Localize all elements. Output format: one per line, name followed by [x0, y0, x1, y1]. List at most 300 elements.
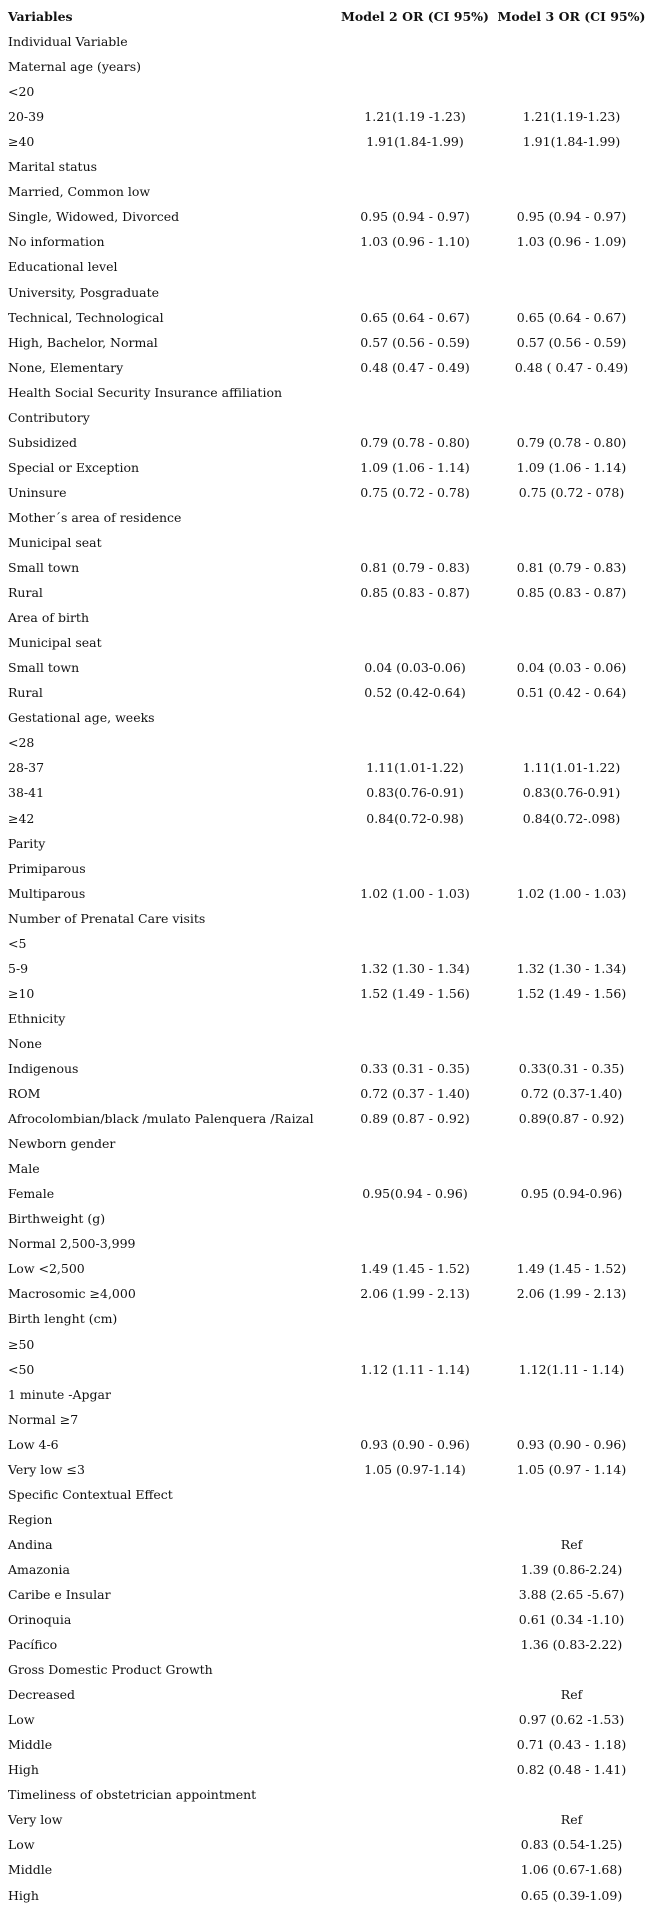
model-3-cell: 0.75 (0.72 - 078) [518, 484, 625, 500]
model-2-cell [340, 1782, 490, 1807]
model-3-cell [490, 1131, 653, 1156]
model-2-cell [340, 254, 490, 279]
model-2-cell: 1.09 (1.06 - 1.14) [360, 459, 470, 475]
table-row [0, 129, 653, 154]
model-2-cell [340, 1156, 490, 1181]
variable-cell: No information [8, 234, 105, 250]
model-2-cell [340, 405, 490, 430]
variable-cell: Caribe e Insular [8, 1586, 111, 1602]
model-2-cell [340, 1482, 490, 1507]
table-row [0, 655, 653, 680]
table-row [0, 856, 653, 881]
table-row [0, 1357, 653, 1382]
variable-cell: High [8, 1762, 39, 1778]
variable-cell: Contributory [8, 409, 90, 425]
table-row [0, 555, 653, 580]
table-row [0, 154, 653, 179]
model-2-cell [340, 730, 490, 755]
model-2-cell [340, 1131, 490, 1156]
model-2-cell: 0.72 (0.37 - 1.40) [360, 1086, 470, 1102]
model-3-cell: 0.79 (0.78 - 0.80) [516, 434, 627, 450]
model-3-cell [490, 1657, 653, 1682]
model-2-cell: 0.95 (0.94 - 0.97) [360, 209, 470, 225]
table-row [0, 630, 653, 655]
variable-cell: Parity [8, 835, 46, 851]
table-row [0, 1707, 653, 1732]
model-3-cell: 0.71 (0.43 - 1.18) [516, 1737, 627, 1753]
model-3-cell [490, 605, 653, 630]
variable-cell: University, Posgraduate [8, 284, 160, 300]
variable-cell: 28-37 [8, 760, 45, 776]
model-2-cell: 0.57 (0.56 - 0.59) [360, 334, 470, 350]
model-3-cell [490, 906, 653, 931]
variable-cell: Newborn gender [8, 1136, 116, 1152]
model-3-cell: Ref [560, 1536, 583, 1552]
model-3-cell: 0.84(0.72-.098) [522, 810, 621, 826]
table-row [0, 1156, 653, 1181]
variable-cell: Low [8, 1837, 35, 1853]
model-2-cell [340, 856, 490, 881]
variable-cell: Maternal age (years) [8, 59, 142, 75]
table-row [0, 1081, 653, 1106]
model-3-cell: 0.65 (0.39-1.09) [520, 1887, 623, 1903]
model-3-cell: 0.33(0.31 - 0.35) [518, 1060, 625, 1076]
model-3-cell [490, 1231, 653, 1256]
table-row [0, 1857, 653, 1882]
table-row [0, 1607, 653, 1632]
model-2-cell [340, 154, 490, 179]
variable-cell: Gross Domestic Product Growth [8, 1662, 213, 1678]
model-2-cell [340, 906, 490, 931]
table-row [0, 1883, 653, 1908]
model-3-cell: Ref [560, 1687, 583, 1703]
model-2-cell: 0.52 (0.42-0.64) [364, 685, 466, 701]
model-3-cell [490, 505, 653, 530]
table-row [0, 730, 653, 755]
table-row [0, 1532, 653, 1557]
table-row [0, 530, 653, 555]
variable-cell: Normal ≥7 [8, 1411, 79, 1427]
model-2-cell [340, 1206, 490, 1231]
model-3-cell [490, 280, 653, 305]
variable-cell: Technical, Technological [8, 309, 164, 325]
variable-cell: Very low ≤3 [8, 1461, 85, 1477]
variable-cell: Rural [8, 585, 43, 601]
variable-cell: Male [8, 1161, 40, 1177]
variable-cell: Area of birth [8, 610, 89, 626]
model-2-cell: 0.85 (0.83 - 0.87) [360, 585, 470, 601]
model-3-cell: 0.93 (0.90 - 0.96) [516, 1436, 627, 1452]
variable-cell: Gestational age, weeks [8, 710, 155, 726]
table-row [0, 104, 653, 129]
model-3-cell [490, 1507, 653, 1532]
model-2-cell [340, 630, 490, 655]
table-row [0, 1206, 653, 1231]
table-row [0, 330, 653, 355]
model-3-cell [490, 630, 653, 655]
variable-cell: Amazonia [8, 1561, 70, 1577]
model-3-cell [490, 1031, 653, 1056]
variable-cell: ≥42 [8, 810, 35, 826]
model-3-cell: 1.11(1.01-1.22) [522, 760, 621, 776]
model-2-cell [340, 1507, 490, 1532]
table-row [0, 981, 653, 1006]
model-3-cell: 1.06 (0.67-1.68) [520, 1862, 623, 1878]
variable-cell: Individual Variable [8, 34, 128, 50]
model-3-cell: 1.36 (0.83-2.22) [520, 1637, 623, 1653]
model-3-cell: 1.52 (1.49 - 1.56) [516, 985, 627, 1001]
model-3-cell [490, 931, 653, 956]
model-2-cell: 0.33 (0.31 - 0.35) [360, 1060, 470, 1076]
table-row [0, 480, 653, 505]
model-3-cell: 1.91(1.84-1.99) [522, 134, 621, 150]
model-2-cell: 1.03 (0.96 - 1.10) [360, 234, 470, 250]
variable-cell: 38-41 [8, 785, 45, 801]
table-row [0, 780, 653, 805]
model-3-cell [490, 1407, 653, 1432]
model-3-cell: 0.83 (0.54-1.25) [520, 1837, 623, 1853]
table-row [0, 680, 653, 705]
variable-cell: Low 4-6 [8, 1436, 59, 1452]
table-row [0, 430, 653, 455]
model-2-cell [340, 1807, 490, 1832]
table-row [0, 1331, 653, 1356]
variable-cell: Mother´s area of residence [8, 509, 182, 525]
table-row [0, 1632, 653, 1657]
model-2-cell: 0.84(0.72-0.98) [366, 810, 464, 826]
model-3-cell: Ref [560, 1812, 583, 1828]
model-3-cell [490, 1206, 653, 1231]
variable-cell: ≥10 [8, 985, 35, 1001]
model-3-cell [490, 1382, 653, 1407]
model-3-cell: 2.06 (1.99 - 2.13) [516, 1286, 627, 1302]
model-2-cell [340, 1682, 490, 1707]
table-row [0, 1557, 653, 1582]
model-2-cell [340, 29, 490, 54]
model-2-cell: 0.04 (0.03-0.06) [364, 660, 466, 676]
odds-ratio-table [0, 4, 653, 1908]
model-2-cell [340, 380, 490, 405]
table-row [0, 1106, 653, 1131]
variable-cell: Very low [8, 1812, 63, 1828]
variable-cell: Middle [8, 1862, 53, 1878]
variable-cell: Low <2,500 [8, 1261, 85, 1277]
table-row [0, 1732, 653, 1757]
model-3-cell [490, 1782, 653, 1807]
variable-cell: <5 [8, 935, 27, 951]
variable-cell: Birthweight (g) [8, 1211, 106, 1227]
table-row [0, 956, 653, 981]
model-3-cell [490, 730, 653, 755]
table-row [0, 1006, 653, 1031]
table-row [0, 1031, 653, 1056]
model-2-cell [340, 1757, 490, 1782]
table-header [0, 4, 653, 29]
model-2-cell [340, 1557, 490, 1582]
table-row [0, 1757, 653, 1782]
model-2-cell [340, 280, 490, 305]
model-2-cell [340, 1382, 490, 1407]
model-2-cell: 1.02 (1.00 - 1.03) [360, 885, 470, 901]
header-model-2: Model 2 OR (CI 95%) [341, 9, 489, 25]
model-2-cell [340, 1331, 490, 1356]
variable-cell: Female [8, 1186, 55, 1202]
variable-cell: <28 [8, 735, 35, 751]
table-row [0, 204, 653, 229]
variable-cell: None [8, 1035, 42, 1051]
variable-cell: Uninsure [8, 484, 67, 500]
model-3-cell: 3.88 (2.65 -5.67) [518, 1586, 625, 1602]
variable-cell: Ethnicity [8, 1010, 66, 1026]
variable-cell: Normal 2,500-3,999 [8, 1236, 136, 1252]
table-row [0, 1657, 653, 1682]
model-2-cell: 0.83(0.76-0.91) [366, 785, 464, 801]
variable-cell: Birth lenght (cm) [8, 1311, 118, 1327]
model-2-cell: 0.81 (0.79 - 0.83) [360, 560, 470, 576]
variable-cell: Health Social Security Insurance affiliation [8, 384, 283, 400]
model-3-cell: 0.85 (0.83 - 0.87) [516, 585, 627, 601]
model-2-cell [340, 1582, 490, 1607]
model-3-cell [490, 179, 653, 204]
variable-cell: Small town [8, 560, 80, 576]
model-2-cell [340, 931, 490, 956]
variable-cell: Andina [8, 1536, 53, 1552]
variable-cell: Middle [8, 1737, 53, 1753]
table-row [0, 806, 653, 831]
table-row [0, 1181, 653, 1206]
model-2-cell [340, 1031, 490, 1056]
table-row [0, 1482, 653, 1507]
model-3-cell [490, 530, 653, 555]
model-3-cell [490, 254, 653, 279]
variable-cell: 1 minute -Apgar [8, 1386, 111, 1402]
table-row [0, 380, 653, 405]
variable-cell: 5-9 [8, 960, 29, 976]
model-2-cell: 0.93 (0.90 - 0.96) [360, 1436, 470, 1452]
table-row [0, 705, 653, 730]
variable-cell: Indigenous [8, 1060, 79, 1076]
model-3-cell: 0.83(0.76-0.91) [522, 785, 621, 801]
variable-cell: ≥50 [8, 1336, 35, 1352]
model-2-cell: 0.75 (0.72 - 0.78) [360, 484, 470, 500]
variable-cell: High [8, 1887, 39, 1903]
table-row [0, 1582, 653, 1607]
table-row [0, 355, 653, 380]
model-3-cell [490, 1331, 653, 1356]
table-row [0, 1407, 653, 1432]
model-3-cell [490, 1482, 653, 1507]
table-row [0, 906, 653, 931]
model-2-cell [340, 1532, 490, 1557]
variable-cell: Macrosomic ≥4,000 [8, 1286, 136, 1302]
variable-cell: High, Bachelor, Normal [8, 334, 158, 350]
model-3-cell: 0.48 ( 0.47 - 0.49) [514, 359, 629, 375]
variable-cell: Educational level [8, 259, 118, 275]
model-3-cell: 0.04 (0.03 - 0.06) [516, 660, 627, 676]
table-row [0, 580, 653, 605]
variable-cell: Low [8, 1712, 35, 1728]
model-2-cell: 0.89 (0.87 - 0.92) [360, 1111, 470, 1127]
variable-cell: Marital status [8, 159, 98, 175]
model-3-cell: 1.49 (1.45 - 1.52) [516, 1261, 627, 1277]
model-2-cell: 0.48 (0.47 - 0.49) [360, 359, 470, 375]
model-3-cell [490, 54, 653, 79]
model-3-cell: 1.21(1.19-1.23) [522, 109, 621, 125]
model-2-cell [340, 605, 490, 630]
table-row [0, 1281, 653, 1306]
model-2-cell [340, 1883, 490, 1908]
model-3-cell [490, 79, 653, 104]
model-3-cell: 1.03 (0.96 - 1.09) [516, 234, 627, 250]
model-3-cell [490, 405, 653, 430]
model-3-cell [490, 705, 653, 730]
model-2-cell [340, 54, 490, 79]
variable-cell: Small town [8, 660, 80, 676]
model-3-cell: 1.05 (0.97 - 1.14) [516, 1461, 627, 1477]
variable-cell: Municipal seat [8, 635, 102, 651]
model-2-cell: 1.32 (1.30 - 1.34) [360, 960, 470, 976]
table-row [0, 831, 653, 856]
model-2-cell: 1.21(1.19 -1.23) [364, 109, 466, 125]
variable-cell: Municipal seat [8, 535, 102, 550]
table-row [0, 455, 653, 480]
model-2-cell [340, 530, 490, 555]
model-3-cell: 0.81 (0.79 - 0.83) [516, 560, 627, 576]
model-3-cell: 1.12(1.11 - 1.14) [518, 1361, 625, 1377]
model-2-cell [340, 831, 490, 856]
table-row [0, 931, 653, 956]
table-row [0, 1832, 653, 1857]
model-2-cell: 0.79 (0.78 - 0.80) [360, 434, 470, 450]
variable-cell: Number of Prenatal Care visits [8, 910, 206, 926]
model-2-cell [340, 1632, 490, 1657]
variable-cell: Region [8, 1511, 53, 1527]
variable-cell: Single, Widowed, Divorced [8, 209, 180, 225]
model-2-cell [340, 1231, 490, 1256]
model-3-cell: 0.51 (0.42 - 0.64) [516, 685, 627, 701]
model-2-cell [340, 1707, 490, 1732]
model-2-cell [340, 1857, 490, 1882]
table-row [0, 605, 653, 630]
variable-cell: Married, Common low [8, 184, 151, 200]
table-row [0, 1507, 653, 1532]
variable-cell: 20-39 [8, 109, 45, 125]
model-2-cell: 1.11(1.01-1.22) [366, 760, 464, 776]
table-row [0, 505, 653, 530]
table-row [0, 755, 653, 780]
model-3-cell: 0.57 (0.56 - 0.59) [516, 334, 627, 350]
model-2-cell [340, 1607, 490, 1632]
table-row [0, 179, 653, 204]
model-3-cell [490, 29, 653, 54]
model-2-cell: 0.65 (0.64 - 0.67) [360, 309, 470, 325]
variable-cell: Multiparous [8, 885, 86, 901]
model-3-cell: 0.65 (0.64 - 0.67) [516, 309, 627, 325]
table-body [0, 29, 653, 1908]
model-3-cell: 0.89(0.87 - 0.92) [518, 1111, 625, 1127]
variable-cell: Decreased [8, 1687, 76, 1703]
table-row [0, 1131, 653, 1156]
variable-cell: None, Elementary [8, 359, 124, 375]
model-2-cell: 0.95(0.94 - 0.96) [362, 1186, 468, 1202]
header-model-3: Model 3 OR (CI 95%) [497, 9, 646, 25]
table-row [0, 280, 653, 305]
model-3-cell: 1.09 (1.06 - 1.14) [516, 459, 627, 475]
model-3-cell [490, 1156, 653, 1181]
table-row [0, 881, 653, 906]
model-2-cell [340, 79, 490, 104]
model-3-cell: 1.39 (0.86-2.24) [520, 1561, 623, 1577]
table-row [0, 79, 653, 104]
variable-cell: Subsidized [8, 434, 78, 450]
variable-cell: Rural [8, 685, 43, 701]
model-2-cell: 1.49 (1.45 - 1.52) [360, 1261, 470, 1277]
table-row [0, 1382, 653, 1407]
variable-cell: Specific Contextual Effect [8, 1486, 173, 1502]
variable-cell: ROM [8, 1086, 41, 1102]
model-2-cell [340, 1832, 490, 1857]
variable-cell: Orinoquia [8, 1612, 72, 1628]
model-2-cell [340, 1306, 490, 1331]
variable-cell: Afrocolombian/black /mulato Palenquera /Raizal [8, 1111, 314, 1127]
model-3-cell [490, 856, 653, 881]
model-3-cell [490, 1006, 653, 1031]
header-row [0, 4, 653, 29]
model-3-cell: 0.95 (0.94 - 0.97) [516, 209, 627, 225]
model-3-cell [490, 380, 653, 405]
header-variables: Variables [8, 9, 73, 25]
table-row [0, 1682, 653, 1707]
model-2-cell [340, 1407, 490, 1432]
variable-cell: Pacífico [8, 1637, 58, 1653]
table-row [0, 1782, 653, 1807]
model-3-cell: 0.61 (0.34 -1.10) [518, 1612, 625, 1628]
variable-cell: <50 [8, 1361, 35, 1377]
table-row [0, 1056, 653, 1081]
variable-cell: <20 [8, 84, 35, 100]
table-row [0, 1231, 653, 1256]
model-3-cell [490, 1306, 653, 1331]
variable-cell: ≥40 [8, 134, 35, 150]
table-row [0, 1432, 653, 1457]
model-3-cell: 0.72 (0.37-1.40) [520, 1086, 623, 1102]
table-row [0, 305, 653, 330]
model-3-cell: 0.95 (0.94-0.96) [520, 1186, 623, 1202]
model-3-cell: 1.02 (1.00 - 1.03) [516, 885, 627, 901]
table-row [0, 405, 653, 430]
table-row [0, 1807, 653, 1832]
table-row [0, 254, 653, 279]
table-row [0, 1256, 653, 1281]
table-row [0, 29, 653, 54]
variable-cell: Primiparous [8, 860, 86, 876]
model-2-cell: 2.06 (1.99 - 2.13) [360, 1286, 470, 1302]
variable-cell: Special or Exception [8, 459, 140, 475]
model-3-cell [490, 154, 653, 179]
model-2-cell [340, 505, 490, 530]
variable-cell: Timeliness of obstetrician appointment [8, 1787, 257, 1803]
model-2-cell: 1.05 (0.97-1.14) [364, 1461, 466, 1477]
model-2-cell: 1.52 (1.49 - 1.56) [360, 985, 470, 1001]
table-row [0, 54, 653, 79]
model-2-cell [340, 705, 490, 730]
table-row [0, 1306, 653, 1331]
model-3-cell: 1.32 (1.30 - 1.34) [516, 960, 627, 976]
model-3-cell [490, 831, 653, 856]
model-2-cell [340, 1657, 490, 1682]
model-2-cell: 1.12 (1.11 - 1.14) [360, 1361, 470, 1377]
model-3-cell: 0.97 (0.62 -1.53) [518, 1712, 625, 1728]
